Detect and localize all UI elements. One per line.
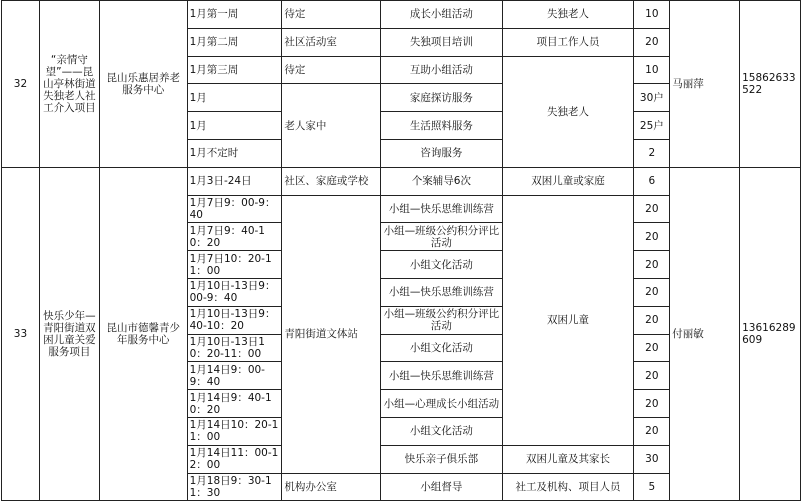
activity-time: 1月第二周 <box>187 28 282 56</box>
target-group: 双困儿童及其家长 <box>502 445 634 473</box>
activity-content: 小组—班级公约积分评比活动 <box>381 306 503 334</box>
activity-time: 1月7日10：20-11：00 <box>187 251 282 279</box>
activity-time: 1月7日9：00-9：40 <box>187 195 282 223</box>
activity-content: 小组—心理成长小组活动 <box>381 390 503 418</box>
target-group: 社工及机构、项目人员 <box>502 473 634 501</box>
target-group: 双困儿童或家庭 <box>502 167 634 195</box>
participant-count: 20 <box>634 417 670 445</box>
activity-time: 1月 <box>187 112 282 140</box>
activity-place: 机构办公室 <box>282 473 381 501</box>
activity-time: 1月 <box>187 84 282 112</box>
activity-schedule-table <box>1 0 801 501</box>
participant-count: 10 <box>634 56 670 84</box>
activity-content: 咨询服务 <box>381 139 503 167</box>
activity-time: 1月14日9：00-9：40 <box>187 362 282 390</box>
participant-count: 2 <box>634 139 670 167</box>
participant-count: 20 <box>634 390 670 418</box>
participant-count: 20 <box>634 334 670 362</box>
activity-time: 1月第一周 <box>187 1 282 29</box>
activity-content: 快乐亲子俱乐部 <box>381 445 503 473</box>
participant-count: 25户 <box>634 112 670 140</box>
activity-content: 成长小组活动 <box>381 1 503 29</box>
activity-content: 个案辅导6次 <box>381 167 503 195</box>
activity-content: 失独项目培训 <box>381 28 503 56</box>
target-group: 双困儿童 <box>502 195 634 445</box>
contact-person: 马丽萍 <box>670 1 740 168</box>
project-number: 32 <box>2 1 40 168</box>
activity-place: 老人家中 <box>282 84 381 167</box>
participant-count: 6 <box>634 167 670 195</box>
activity-time: 1月14日9：40-10：20 <box>187 390 282 418</box>
activity-content: 小组文化活动 <box>381 251 503 279</box>
activity-time: 1月7日9：40-10：20 <box>187 223 282 251</box>
participant-count: 10 <box>634 1 670 29</box>
participant-count: 5 <box>634 473 670 501</box>
activity-content: 家庭探访服务 <box>381 84 503 112</box>
table-row <box>2 167 801 195</box>
participant-count: 20 <box>634 195 670 223</box>
activity-content: 小组—快乐思维训练营 <box>381 278 503 306</box>
activity-content: 小组—班级公约积分评比活动 <box>381 223 503 251</box>
participant-count: 20 <box>634 251 670 279</box>
activity-time: 1月14日10：20-11：00 <box>187 417 282 445</box>
activity-content: 互助小组活动 <box>381 56 503 84</box>
activity-place: 青阳街道文体站 <box>282 195 381 473</box>
participant-count: 20 <box>634 362 670 390</box>
activity-time: 1月10日-13日10：20-11：00 <box>187 334 282 362</box>
organization: 昆山乐惠居养老服务中心 <box>99 1 187 168</box>
activity-time: 1月不定时 <box>187 139 282 167</box>
participant-count: 20 <box>634 278 670 306</box>
participant-count: 20 <box>634 306 670 334</box>
activity-content: 小组督导 <box>381 473 503 501</box>
table-row <box>2 1 801 29</box>
activity-place: 社区活动室 <box>282 28 381 56</box>
activity-content: 小组文化活动 <box>381 334 503 362</box>
activity-time: 1月14日11：00-12：00 <box>187 445 282 473</box>
contact-person: 付丽敏 <box>670 167 740 501</box>
activity-place: 社区、家庭或学校 <box>282 167 381 195</box>
project-name: 快乐少年—青阳街道双困儿童关爱服务项目 <box>39 167 99 501</box>
participant-count: 20 <box>634 223 670 251</box>
target-group: 项目工作人员 <box>502 28 634 56</box>
project-name: “亲情守望”——昆山亭林街道失独老人社工介入项目 <box>39 1 99 168</box>
activity-time: 1月18日9：30-11：30 <box>187 473 282 501</box>
activity-content: 小组—快乐思维训练营 <box>381 195 503 223</box>
activity-place: 待定 <box>282 56 381 84</box>
activity-time: 1月第三周 <box>187 56 282 84</box>
participant-count: 20 <box>634 28 670 56</box>
activity-content: 小组—快乐思维训练营 <box>381 362 503 390</box>
target-group: 失独老人 <box>502 56 634 167</box>
activity-content: 小组文化活动 <box>381 417 503 445</box>
organization: 昆山市德馨青少年服务中心 <box>99 167 187 501</box>
participant-count: 30户 <box>634 84 670 112</box>
contact-phone: 15862633522 <box>740 1 801 168</box>
participant-count: 30 <box>634 445 670 473</box>
activity-time: 1月3日-24日 <box>187 167 282 195</box>
activity-content: 生活照料服务 <box>381 112 503 140</box>
activity-time: 1月10日-13日9：00-9：40 <box>187 278 282 306</box>
target-group: 失独老人 <box>502 1 634 29</box>
activity-time: 1月10日-13日9：40-10：20 <box>187 306 282 334</box>
contact-phone: 13616289609 <box>740 167 801 501</box>
activity-place: 待定 <box>282 1 381 29</box>
project-number: 33 <box>2 167 40 501</box>
